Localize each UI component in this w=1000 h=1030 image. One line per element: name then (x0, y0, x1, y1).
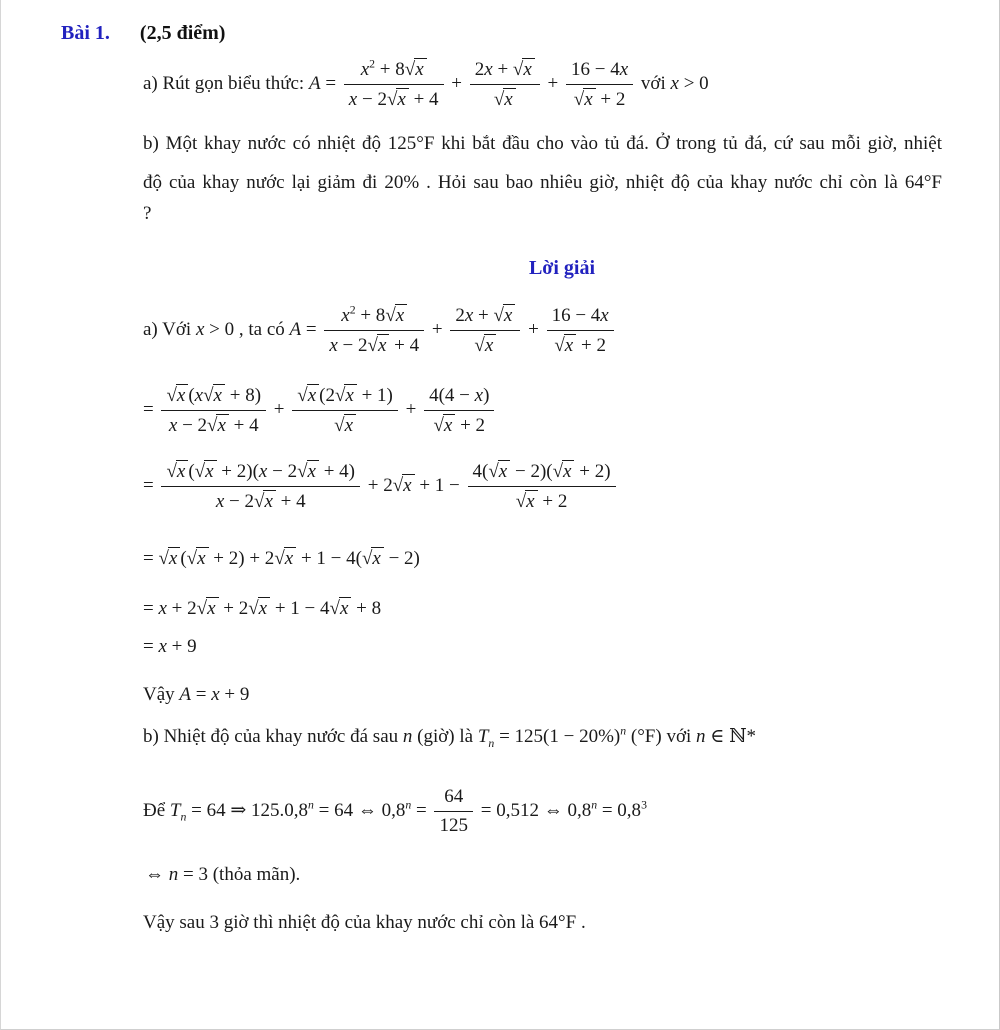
radical: √x (513, 58, 535, 81)
radical: √x (474, 334, 496, 357)
radical: √x (574, 88, 596, 111)
fraction: $\frac{2x + √x}{√x}$ (470, 58, 540, 111)
fraction: $\frac{16 - 4x}{√x + 2}$ (547, 305, 614, 357)
radical: √x (166, 460, 188, 483)
problem-a-statement: a) Rút gọn biểu thức: A = $\frac{x^2 + 8√x}{x - 2√x + 4}$ + $\frac{2x + √x}{√x}$ + $\frac{16 - 4x}{√x + 2}$ với x > 0 (143, 57, 709, 110)
fraction: $\frac{√x (√x + 2)(x - 2√x + 4)}{x - 2√x + 4}$ (161, 460, 360, 513)
fraction: $\frac{2x + √x}{√x}$ (450, 304, 520, 357)
problem-b-line3: ? (143, 203, 152, 224)
radical: √x (248, 597, 270, 620)
radical: √x (387, 88, 409, 111)
radical: √x (297, 384, 319, 407)
radical: √x (385, 304, 407, 327)
exercise-header (61, 22, 225, 45)
radical: √x (335, 384, 357, 407)
radical: √x (187, 547, 209, 570)
exercise-points: (2,5 điểm) (139, 22, 226, 44)
solution-heading: Lời giải (528, 257, 596, 279)
problem-b-line2: độ của khay nước lại giảm đi 20% . Hỏi sau bao nhiêu giờ, nhiệt độ của khay nước chỉ còn là 64°F (143, 172, 942, 193)
fraction: $\frac{4(√x - 2)(√x + 2)}{√x + 2}$ (468, 460, 616, 513)
radical: √x (207, 414, 229, 437)
fraction: $\frac{√x (x√x + 8)}{x - 2√x + 4}$ (161, 384, 266, 437)
fraction: $\frac{4(4 - x)}{√x + 2}$ (424, 385, 494, 437)
radical: √x (158, 547, 180, 570)
radical: √x (493, 304, 515, 327)
solution-a-line3: = $\frac{√x (√x + 2)(x - 2√x + 4)}{x - 2√x + 4}$ + 2√x + 1 − $\frac{4(√x - 2)(√x + 2)}{√x + 2}$ (143, 460, 619, 513)
radical: √x (195, 460, 217, 483)
radical: √x (274, 547, 296, 570)
fraction: $\frac{16 - 4x}{√x + 2}$ (566, 59, 633, 111)
radical: √x (368, 334, 390, 357)
radical: √x (166, 384, 188, 407)
solution-a-line6: = x + 9 (143, 636, 197, 657)
fraction: $\frac{x^2 + 8√x}{x - 2√x + 4}$ (344, 58, 444, 111)
solution-b-line2: Để $T_n = 64$ ⇒ $125.0,8^n = 64$ ⇔ $0,8^n$ = $\frac{64}{125}$ = 0,512 ⇔ $0,8^n = 0,8^3$ (143, 786, 647, 836)
solution-b-line1: b) Nhiệt độ của khay nước đá sau n (giờ) là $T_n = 125(1 - 20\%)^n$ (°F) với n ∈ ℕ* (143, 724, 756, 750)
radical: √x (330, 597, 352, 620)
solution-a-line5: = x + 2√x + 2√x + 1 − 4√x + 8 (143, 598, 382, 619)
radical: √x (433, 414, 455, 437)
radical: √x (297, 460, 319, 483)
radical: √x (554, 334, 576, 357)
radical: √x (494, 88, 516, 111)
radical: √x (203, 384, 225, 407)
solution-b-conclusion: Vậy sau 3 giờ thì nhiệt độ của khay nước chỉ còn là 64°F . (143, 912, 586, 933)
solution-a-conclusion: Vậy A = x + 9 (143, 684, 250, 705)
solution-a-line2: = $\frac{√x (x√x + 8)}{x - 2√x + 4}$ + $\frac{√x (2√x + 1)}{√x}$ + $\frac{4(4 - x)}{√x + 2}$ (143, 384, 497, 437)
radical: √x (488, 460, 510, 483)
radical: √x (362, 547, 384, 570)
radical: √x (516, 490, 538, 513)
problem-b-line1: b) Một khay nước có nhiệt độ 125°F khi bắt đầu cho vào tủ đá. Ở trong tủ đá, cứ sau mỗi giờ, nhiệt (143, 133, 942, 154)
fraction: $\frac{√x (2√x + 1)}{√x}$ (292, 384, 398, 437)
exercise-number: Bài 1. (61, 22, 110, 44)
solution-a-line4: = √x (√x + 2) + 2√x + 1 − 4(√x − 2) (143, 548, 420, 569)
radical: √x (553, 460, 575, 483)
fraction: $\frac{x^2 + 8√x}{x - 2√x + 4}$ (324, 304, 424, 357)
fraction: $\frac{64}{125}$ (434, 786, 473, 837)
solution-b-line3: ⇔ n = 3 (thỏa mãn). (145, 864, 301, 885)
radical: √x (197, 597, 219, 620)
radical: √x (334, 414, 356, 437)
radical: √x (393, 474, 415, 497)
solution-a-line1: a) Với x > 0 , ta có A = $\frac{x^2 + 8√x}{x - 2√x + 4}$ + $\frac{2x + √x}{√x}$ + $\frac{16 - 4x}{√x + 2}$ (143, 304, 617, 357)
radical: √x (405, 58, 427, 81)
radical: √x (254, 490, 276, 513)
